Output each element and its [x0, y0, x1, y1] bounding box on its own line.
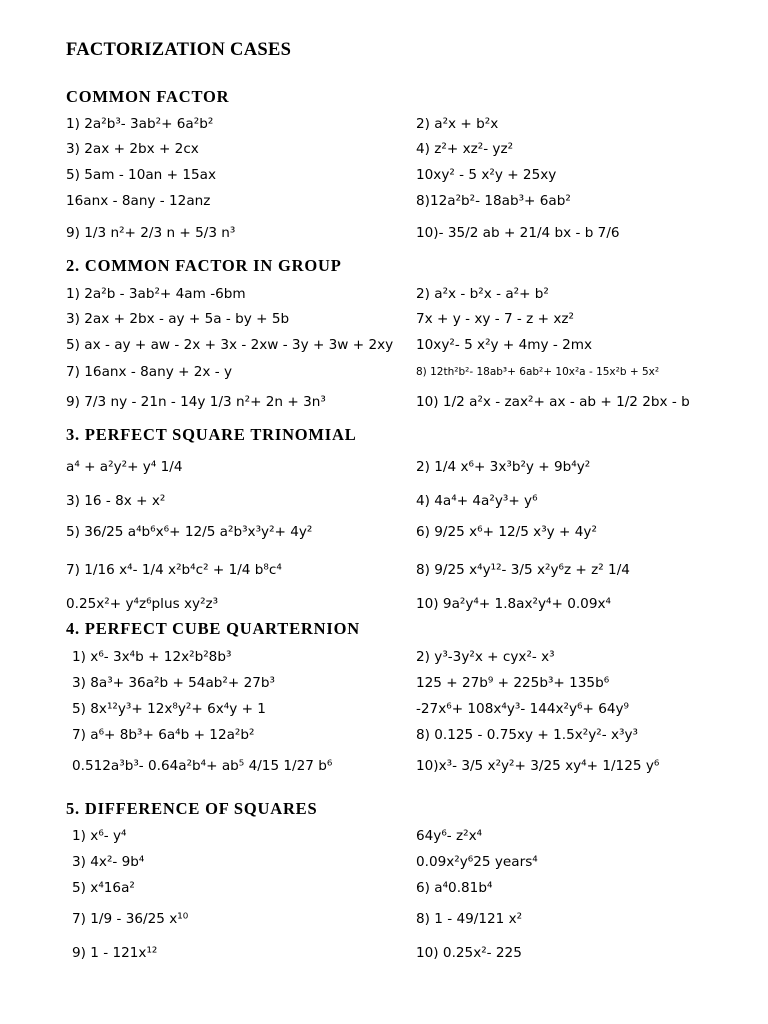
exercise-left: 9) 1/3 n²+ 2/3 n + 5/3 n³: [66, 225, 236, 241]
exercise-left: 5) ax - ay + aw - 2x + 3x - 2xw - 3y + 3w + 2xy: [66, 337, 394, 353]
section-heading-common-factor-group: 2. COMMON FACTOR IN GROUP: [66, 256, 342, 275]
exercise-left: 3) 4x²- 9b⁴: [72, 854, 145, 870]
exercise-right: 10xy² - 5 x²y + 25xy: [416, 167, 557, 183]
exercise-left: 3) 16 - 8x + x²: [66, 493, 166, 509]
exercise-right: 10xy²- 5 x²y + 4my - 2mx: [416, 337, 593, 353]
exercise-left: 0.512a³b³- 0.64a²b⁴+ ab⁵ 4/15 1/27 b⁶: [72, 758, 333, 774]
exercise-left: a⁴ + a²y²+ y⁴ 1/4: [66, 459, 183, 475]
exercise-right: 2) a²x - b²x - a²+ b²: [416, 286, 549, 302]
exercise-right: 8) 9/25 x⁴y¹²- 3/5 x²y⁶z + z² 1/4: [416, 562, 630, 578]
exercise-right: 4) z²+ xz²- yz²: [416, 141, 514, 157]
exercise-right: 8) 1 - 49/121 x²: [416, 911, 523, 927]
exercise-right: 6) a⁴0.81b⁴: [416, 880, 493, 896]
exercise-right: 64y⁶- z²x⁴: [416, 828, 483, 844]
exercise-right: 8) 0.125 - 0.75xy + 1.5x²y²- x³y³: [416, 727, 638, 743]
exercise-left: 9) 7/3 ny - 21n - 14y 1/3 n²+ 2n + 3n³: [66, 394, 326, 410]
exercise-right: 125 + 27b⁹ + 225b³+ 135b⁶: [416, 675, 610, 691]
exercise-left: 7) a⁶+ 8b³+ 6a⁴b + 12a²b²: [72, 727, 255, 743]
exercise-left: 7) 16anx - 8any + 2x - y: [66, 364, 233, 380]
exercise-left: 5) 36/25 a⁴b⁶x⁶+ 12/5 a²b³x³y²+ 4y²: [66, 524, 313, 540]
exercise-left: 7) 1/9 - 36/25 x¹⁰: [72, 911, 189, 927]
exercise-left: 0.25x²+ y⁴z⁶plus xy²z³: [66, 596, 219, 612]
exercise-right: 7x + y - xy - 7 - z + xz²: [416, 311, 574, 327]
section-heading-difference-of-squares: 5. DIFFERENCE OF SQUARES: [66, 799, 318, 818]
exercise-left: 9) 1 - 121x¹²: [72, 945, 158, 961]
exercise-left: 7) 1/16 x⁴- 1/4 x²b⁴c² + 1/4 b⁸c⁴: [66, 562, 282, 578]
exercise-left: 16anx - 8any - 12anz: [66, 193, 211, 209]
exercise-right: -27x⁶+ 108x⁴y³- 144x²y⁶+ 64y⁹: [416, 701, 630, 717]
exercise-right: 6) 9/25 x⁶+ 12/5 x³y + 4y²: [416, 524, 597, 540]
exercise-left: 3) 2ax + 2bx + 2cx: [66, 141, 199, 157]
exercise-right: 2) y³-3y²x + cyx²- x³: [416, 649, 555, 665]
exercise-right: 2) 1/4 x⁶+ 3x³b²y + 9b⁴y²: [416, 459, 591, 475]
section-heading-common-factor: COMMON FACTOR: [66, 87, 230, 106]
exercise-left: 5) 5am - 10an + 15ax: [66, 167, 216, 183]
exercise-right: 10) 9a²y⁴+ 1.8ax²y⁴+ 0.09x⁴: [416, 596, 611, 612]
exercise-right: 2) a²x + b²x: [416, 116, 499, 132]
exercise-left: 1) x⁶- y⁴: [72, 828, 127, 844]
exercise-left: 5) x⁴16a²: [72, 880, 135, 896]
exercise-left: 1) x⁶- 3x⁴b + 12x²b²8b³: [72, 649, 232, 665]
exercise-right: 0.09x²y⁶25 years⁴: [416, 854, 538, 870]
exercise-right: 10)- 35/2 ab + 21/4 bx - b 7/6: [416, 225, 620, 241]
exercise-left: 3) 8a³+ 36a²b + 54ab²+ 27b³: [72, 675, 275, 691]
exercise-left: 5) 8x¹²y³+ 12x⁸y²+ 6x⁴y + 1: [72, 701, 266, 717]
exercise-right: 10) 1/2 a²x - zax²+ ax - ab + 1/2 2bx - b: [416, 394, 690, 410]
exercise-right: 8)12a²b²- 18ab³+ 6ab²: [416, 193, 571, 209]
page-title: FACTORIZATION CASES: [66, 40, 292, 60]
exercise-left: 1) 2a²b - 3ab²+ 4am -6bm: [66, 286, 246, 302]
exercise-left: 1) 2a²b³- 3ab²+ 6a²b²: [66, 116, 214, 132]
exercise-left: 3) 2ax + 2bx - ay + 5a - by + 5b: [66, 311, 290, 327]
section-heading-perfect-square-trinomial: 3. PERFECT SQUARE TRINOMIAL: [66, 425, 357, 444]
exercise-right: 10) 0.25x²- 225: [416, 945, 522, 961]
exercise-right: 10)x³- 3/5 x²y²+ 3/25 xy⁴+ 1/125 y⁶: [416, 758, 660, 774]
exercise-right: 8) 12th²b²- 18ab³+ 6ab²+ 10x²a - 15x²b + 5x²: [416, 366, 660, 378]
section-heading-perfect-cube: 4. PERFECT CUBE QUARTERNION: [66, 619, 360, 638]
exercise-right: 4) 4a⁴+ 4a²y³+ y⁶: [416, 493, 538, 509]
